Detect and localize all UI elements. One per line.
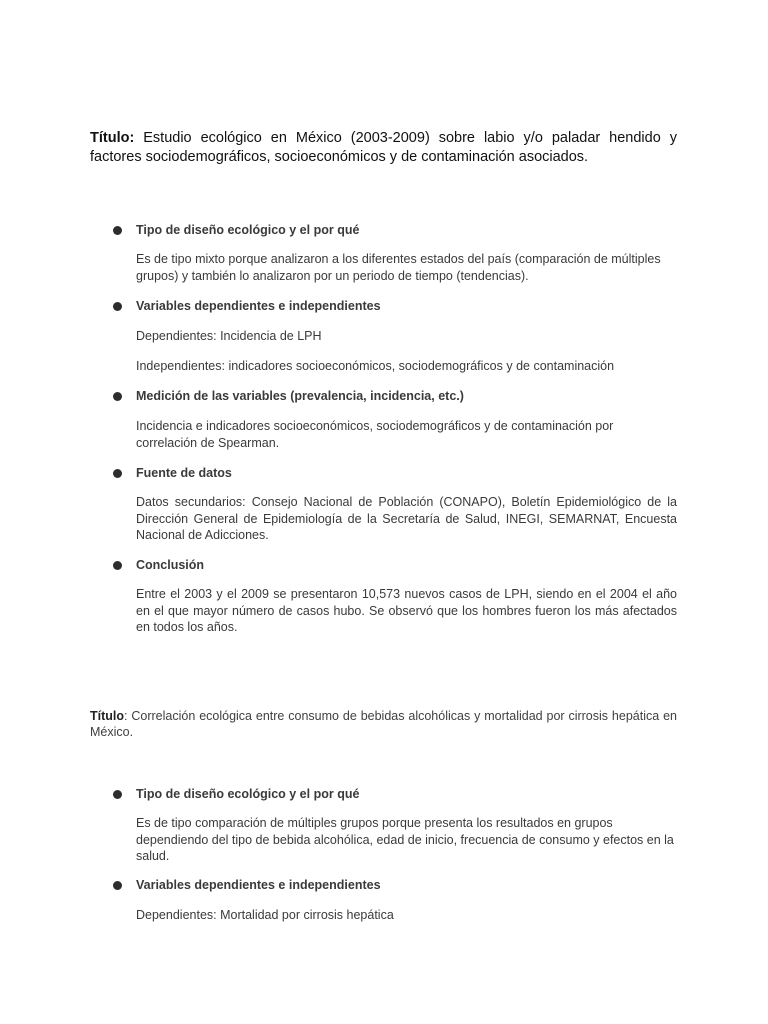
study-1-dependent-variables: Dependientes: Incidencia de LPH — [136, 329, 322, 343]
bullet-icon — [113, 469, 122, 478]
bullet-icon — [113, 302, 122, 311]
bullet-icon — [113, 392, 122, 401]
study-1-title-label: Título: — [90, 130, 135, 146]
study-1-title-text: Estudio ecológico en México (2003-2009) sobre labio y/o paladar hendido y factores sociodemográficos, socioeconómicos y de contaminación asociados. — [90, 130, 677, 165]
study-2-dependent-variables: Dependientes: Mortalidad por cirrosis hepática — [136, 908, 394, 922]
study-1-source-text: Datos secundarios: Consejo Nacional de Población (CONAPO), Boletín Epidemiológico de la Dirección General de Epidemiología de la Secretaría de Salud, INEGI, SEMARNAT, Encuesta Nacional de Adicciones. — [136, 495, 677, 542]
study-1-design-heading: Tipo de diseño ecológico y el por qué — [136, 223, 360, 237]
study-1-title — [90, 129, 677, 167]
study-1-measurement-heading: Medición de las variables (prevalencia, incidencia, etc.) — [136, 389, 464, 403]
study-1-independent-variables: Independientes: indicadores socioeconómicos, sociodemográficos y de contaminación — [136, 359, 615, 373]
study-1-design-text: Es de tipo mixto porque analizaron a los diferentes estados del país (comparación de múltiples grupos) y también lo analizaron por un periodo de tiempo (tendencias). — [136, 252, 661, 283]
bullet-icon — [113, 226, 122, 235]
study-1-variables-heading: Variables dependientes e independientes — [136, 299, 381, 313]
study-2-design-heading: Tipo de diseño ecológico y el por qué — [136, 787, 360, 801]
study-1-conclusion-text: Entre el 2003 y el 2009 se presentaron 10,573 nuevos casos de LPH, siendo en el 2004 el año en el que mayor número de casos hubo. Se observó que los hombres fueron los más afectados en todos los años. — [136, 587, 677, 634]
bullet-icon — [113, 881, 122, 890]
study-1-source-heading: Fuente de datos — [136, 466, 232, 480]
study-2-variables-heading: Variables dependientes e independientes — [136, 878, 381, 892]
study-2-title-text: : Correlación ecológica entre consumo de bebidas alcohólicas y mortalidad por cirrosis hepática en México. — [90, 709, 677, 739]
study-2-title — [90, 708, 677, 740]
study-1-measurement-text: Incidencia e indicadores socioeconómicos, sociodemográficos y de contaminación por correlación de Spearman. — [136, 419, 614, 450]
bullet-icon — [113, 790, 122, 799]
study-2-title-label: Título — [90, 709, 125, 723]
bullet-icon — [113, 561, 122, 570]
study-1-conclusion-heading: Conclusión — [136, 558, 205, 572]
study-2-design-text: Es de tipo comparación de múltiples grupos porque presenta los resultados en grupos dependiendo del tipo de bebida alcohólica, edad de inicio, frecuencia de consumo y efectos en la salud. — [136, 816, 674, 863]
